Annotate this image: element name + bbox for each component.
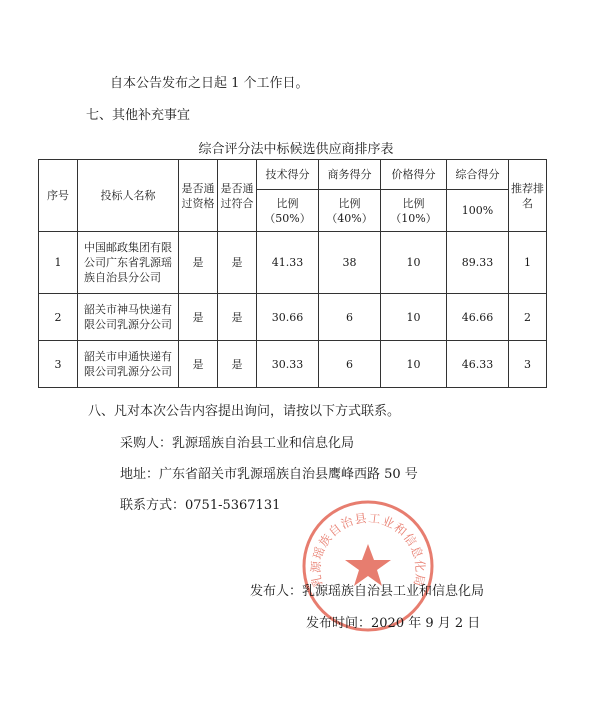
phone-line: 联系方式：0751-5367131	[120, 498, 281, 513]
cell-biz: 6	[319, 341, 381, 388]
cell-biz: 38	[319, 232, 381, 294]
cell-tech: 30.33	[257, 341, 319, 388]
header-price: 价格得分	[381, 160, 447, 190]
cell-name: 中国邮政集团有限公司广东省乳源瑶族自治县分公司	[78, 232, 179, 294]
cell-qualified: 是	[179, 232, 218, 294]
address-line: 地址：广东省韶关市乳源瑶族自治县鹰峰西路 50 号	[120, 467, 418, 482]
cell-no: 1	[39, 232, 78, 294]
header-no: 序号	[39, 160, 78, 232]
cell-rank: 2	[509, 294, 547, 341]
publish-date-line: 发布时间：2020 年 9 月 2 日	[306, 616, 481, 631]
cell-biz: 6	[319, 294, 381, 341]
header-total: 综合得分	[447, 160, 509, 190]
seal-text: 乳源瑶族自治县工业和信息化局	[308, 510, 428, 589]
cell-price: 10	[381, 341, 447, 388]
cell-name: 韶关市神马快递有限公司乳源分公司	[78, 294, 179, 341]
cell-rank: 1	[509, 232, 547, 294]
cell-tech: 41.33	[257, 232, 319, 294]
section-7-heading: 七、其他补充事宜	[86, 108, 191, 123]
purchaser-line: 采购人：乳源瑶族自治县工业和信息化局	[120, 436, 355, 451]
table-row	[39, 232, 547, 294]
ratio-price: 比例（10%）	[381, 190, 447, 232]
cell-price: 10	[381, 232, 447, 294]
cell-name: 韶关市申通快递有限公司乳源分公司	[78, 341, 179, 388]
cell-compliant: 是	[218, 232, 257, 294]
ratio-total: 100%	[447, 190, 509, 232]
cell-qualified: 是	[179, 294, 218, 341]
ratio-biz: 比例（40%）	[319, 190, 381, 232]
cell-price: 10	[381, 294, 447, 341]
header-name: 投标人名称	[78, 160, 179, 232]
cell-qualified: 是	[179, 341, 218, 388]
ratio-tech: 比例（50%）	[257, 190, 319, 232]
ranking-table	[38, 159, 547, 388]
cell-rank: 3	[509, 341, 547, 388]
cell-tech: 30.66	[257, 294, 319, 341]
header-tech: 技术得分	[257, 160, 319, 190]
cell-total: 46.33	[447, 341, 509, 388]
table-row	[39, 341, 547, 388]
cell-compliant: 是	[218, 294, 257, 341]
cell-no: 3	[39, 341, 78, 388]
cell-total: 89.33	[447, 232, 509, 294]
table-title: 综合评分法中标候选供应商排序表	[198, 142, 394, 157]
header-compliant: 是否通过符合	[218, 160, 257, 232]
header-qualified: 是否通过资格	[179, 160, 218, 232]
cell-no: 2	[39, 294, 78, 341]
paragraph-continuation: 自本公告发布之日起 1 个工作日。	[110, 76, 309, 91]
section-8-heading: 八、凡对本次公告内容提出询问，请按以下方式联系。	[88, 404, 401, 419]
publisher-line: 发布人：乳源瑶族自治县工业和信息化局	[250, 584, 485, 599]
header-rank: 推荐排名	[509, 160, 547, 232]
cell-compliant: 是	[218, 341, 257, 388]
cell-total: 46.66	[447, 294, 509, 341]
table-row	[39, 294, 547, 341]
table-header-row	[39, 160, 547, 190]
header-biz: 商务得分	[319, 160, 381, 190]
